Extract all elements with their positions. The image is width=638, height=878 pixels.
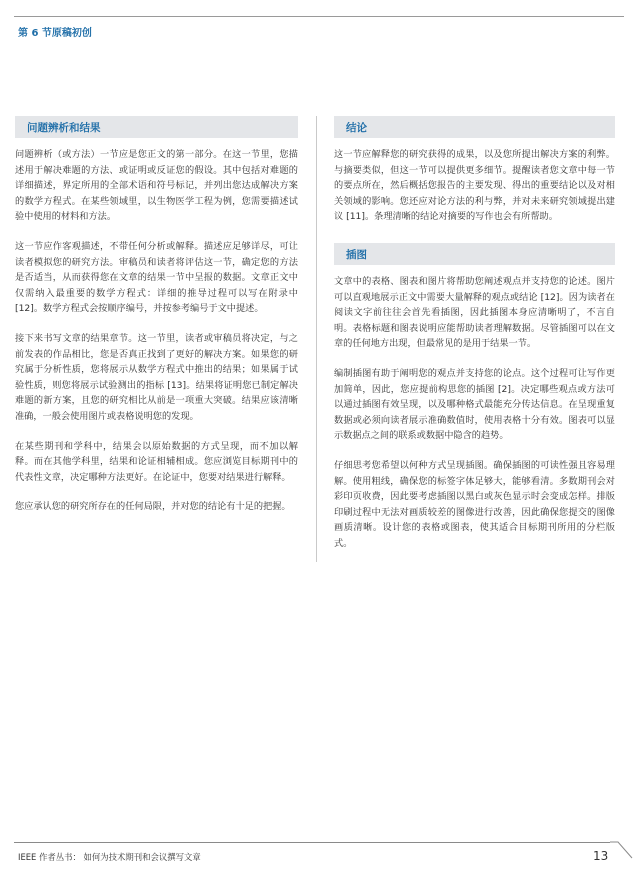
paragraph: 问题辨析（或方法）一节应是您正文的第一部分。在这一节里，您描述用于解决难题的方法、或证明或反证您的假设。其中包括对难题的详细描述，界定所用的全部术语和符号标记，并列出您达成解决方案的数学方程式。在某些领域里，以生物医学工程为例，您需要描述试验中使用的材料和方法。 (15, 149, 298, 223)
section-heading-conclusion: 结论 (334, 116, 615, 138)
paragraph: 编制插图有助于阐明您的观点并支持您的论点。这个过程可让写作更加简单，因此，您应提前构思您的插图 [2]。决定哪些观点或方法可以通过插图有效呈现，以及哪种格式最能充分传达信息。在呈现重复数据或必须向读者展示准确数值时，使用表格十分有效。图表可以显示数据点之间的联系或数据中隐含的趋势。 (334, 367, 615, 442)
column-divider (316, 116, 317, 562)
section-heading-problem-results: 问题辨析和结果 (15, 116, 298, 138)
footer-corner-line (608, 838, 634, 862)
footer-title: IEEE 作者丛书： 如何为技术期刊和会议撰写文章 (18, 852, 201, 862)
top-rule (14, 16, 624, 17)
paragraph: 文章中的表格、图表和图片将帮助您阐述观点并支持您的论述。图片可以直观地展示正文中需要大量解释的观点或结论 [12]。因为读者在阅读文字前往往会首先看插图，因此插图本身应清晰明了，不言自明。表格标题和图表说明应能帮助读者理解数据。尽管插图可以在文章的任何地方出现，但最常见的是用于结果一节。 (334, 275, 615, 350)
footer-rule (14, 842, 610, 843)
right-column (334, 116, 615, 551)
paragraph: 这一节应作客观描述，不带任何分析或解释。描述应足够详尽，可让读者模拟您的研究方法。审稿员和读者将评估这一节，确定您的方法是否适当，从而获得您在文章的结果一节中呈报的数据。文章正文中仅需纳入最重要的数学方程式：详细的推导过程可以写在附录中 [12]。数学方程式会按顺序编号，并按参考编号于文中提述。 (15, 240, 298, 315)
left-column (15, 116, 298, 515)
page-number: 13 (593, 849, 609, 863)
paragraph: 这一节应解释您的研究获得的成果，以及您所提出解决方案的利弊。与摘要类似，但这一节可以提供更多细节。提醒读者您文章中每一节的要点所在，然后概括您报告的主要发现、得出的重要结论以及对相关领域的影响。您还应对论方法的利与弊，并对未来研究领域提出建议 [11]。条理清晰的结论对摘要的写作也会有所帮助。 (334, 149, 615, 223)
section-label: 第 6 节原稿初创 (18, 28, 92, 39)
paragraph: 仔细思考您希望以何种方式呈现插图。确保插图的可读性强且容易理解。使用粗线，确保您的标签字体足够大，能够看清。多数期刊会对彩印页收费，因此要考虑插图以黑白或灰色显示时会变成怎样。排版印刷过程中无法对画质较差的图像进行改善，因此确保您提交的图像画质清晰。设计您的表格或图表，使其适合目标期刊所用的分栏版式。 (334, 459, 615, 549)
paragraph: 接下来书写文章的结果章节。这一节里，读者或审稿员将决定，与之前发表的作品相比，您是否真正找到了更好的解决方案。如果您的研究属于分析性质，您将展示从数学方程式中推出的结果；如果属于试验性质，则您将展示试验测出的指标 [13]。结果将证明您已制定解决难题的新方案，且您的研究相比从前是一项重大突破。结果应该清晰准确，一般会使用图片或表格说明您的发现。 (15, 332, 298, 422)
section-heading-figures: 插图 (334, 243, 615, 265)
paragraph: 在某些期刊和学科中，结果会以原始数据的方式呈现，而不加以解释。而在其他学科里，结果和论证相辅相成。您应浏览目标期刊中的代表性文章，决定哪种方法更好。在论证中，您要对结果进行解释。 (15, 440, 298, 483)
paragraph: 您应承认您的研究所存在的任何局限，并对您的结论有十足的把握。 (15, 501, 291, 513)
